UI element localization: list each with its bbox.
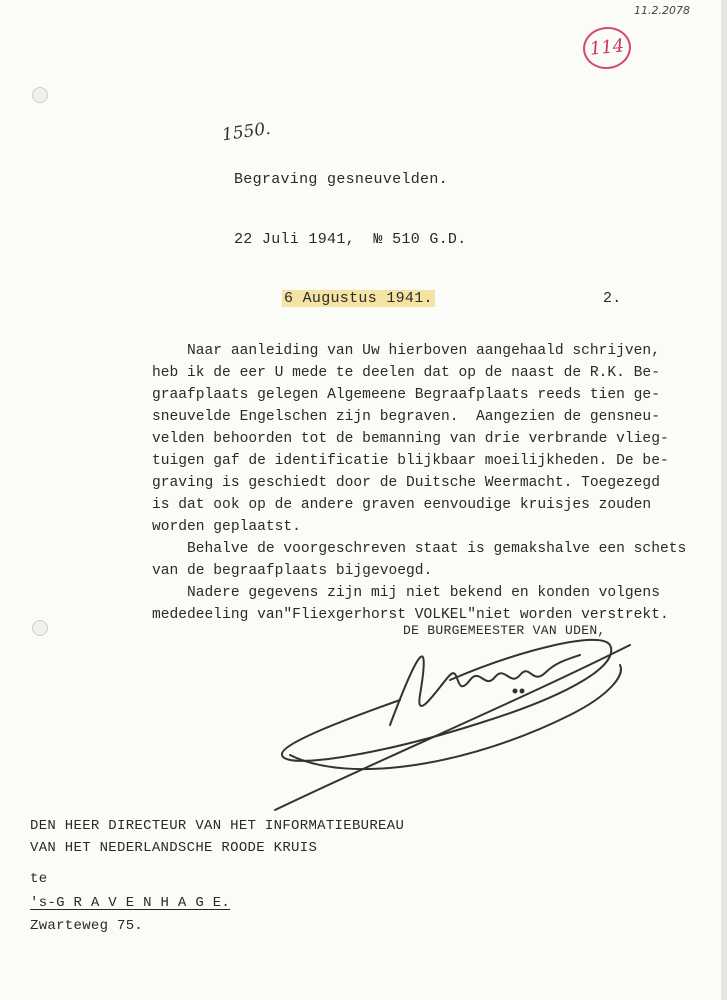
body-line: sneuvelde Engelschen zijn begraven. Aangezien de gensneu- [152,409,660,425]
body-line: Behalve de voorgeschreven staat is gemakshalve een schets [152,541,687,557]
addressee-street: Zwarteweg 75. [30,918,144,934]
body-line: is dat ook op de andere graven eenvoudige kruisjes zouden [152,497,652,513]
letter-date [282,290,435,307]
page-edge [721,0,727,1000]
subject-line: Begraving gesneuvelden. [234,171,448,188]
addressee-city: 's-G R A V E N H A G E. [30,895,231,911]
reference-number: 1550. [220,118,272,146]
body-line: heb ik de eer U mede te deelen dat op de naast de R.K. Be- [152,365,660,381]
signatory-title: DE BURGEMEESTER VAN UDEN, [403,623,606,638]
punch-hole [32,620,48,636]
page-number: 2. [603,290,622,307]
body-line: velden behoorden tot de bemanning van drie verbrande vlieg- [152,431,669,447]
page-stamp-number: 114 [581,25,633,72]
body-line: Naar aanleiding van Uw hierboven aangehaald schrijven, [152,343,660,359]
archive-number: 11.2.2078 [634,4,690,17]
addressee-line-2: VAN HET NEDERLANDSCHE ROODE KRUIS [30,840,318,856]
body-line: graafplaats gelegen Algemeene Begraafplaats reeds tien ge- [152,387,660,403]
body-line: tuigen gaf de identificatie blijkbaar moeilijkheden. De be- [152,453,669,469]
date-highlight: 6 Augustus 1941. [284,290,433,307]
body-line: worden geplaatst. [152,519,301,535]
addressee-line-1: DEN HEER DIRECTEUR VAN HET INFORMATIEBUREAU [30,818,405,834]
body-line: mededeeling van"Fliexgerhorst VOLKEL"niet worden verstrekt. [152,607,669,623]
reference-line: 22 Juli 1941, № 510 G.D. [234,231,467,248]
body-line: Nadere gegevens zijn mij niet bekend en konden volgens [152,585,660,601]
handwritten-signature [270,605,650,815]
addressee-te: te [30,871,48,887]
punch-hole [32,87,48,103]
body-line: graving is geschiedt door de Duitsche Weermacht. Toegezegd [152,475,660,491]
body-line: van de begraafplaats bijgevoegd. [152,563,433,579]
